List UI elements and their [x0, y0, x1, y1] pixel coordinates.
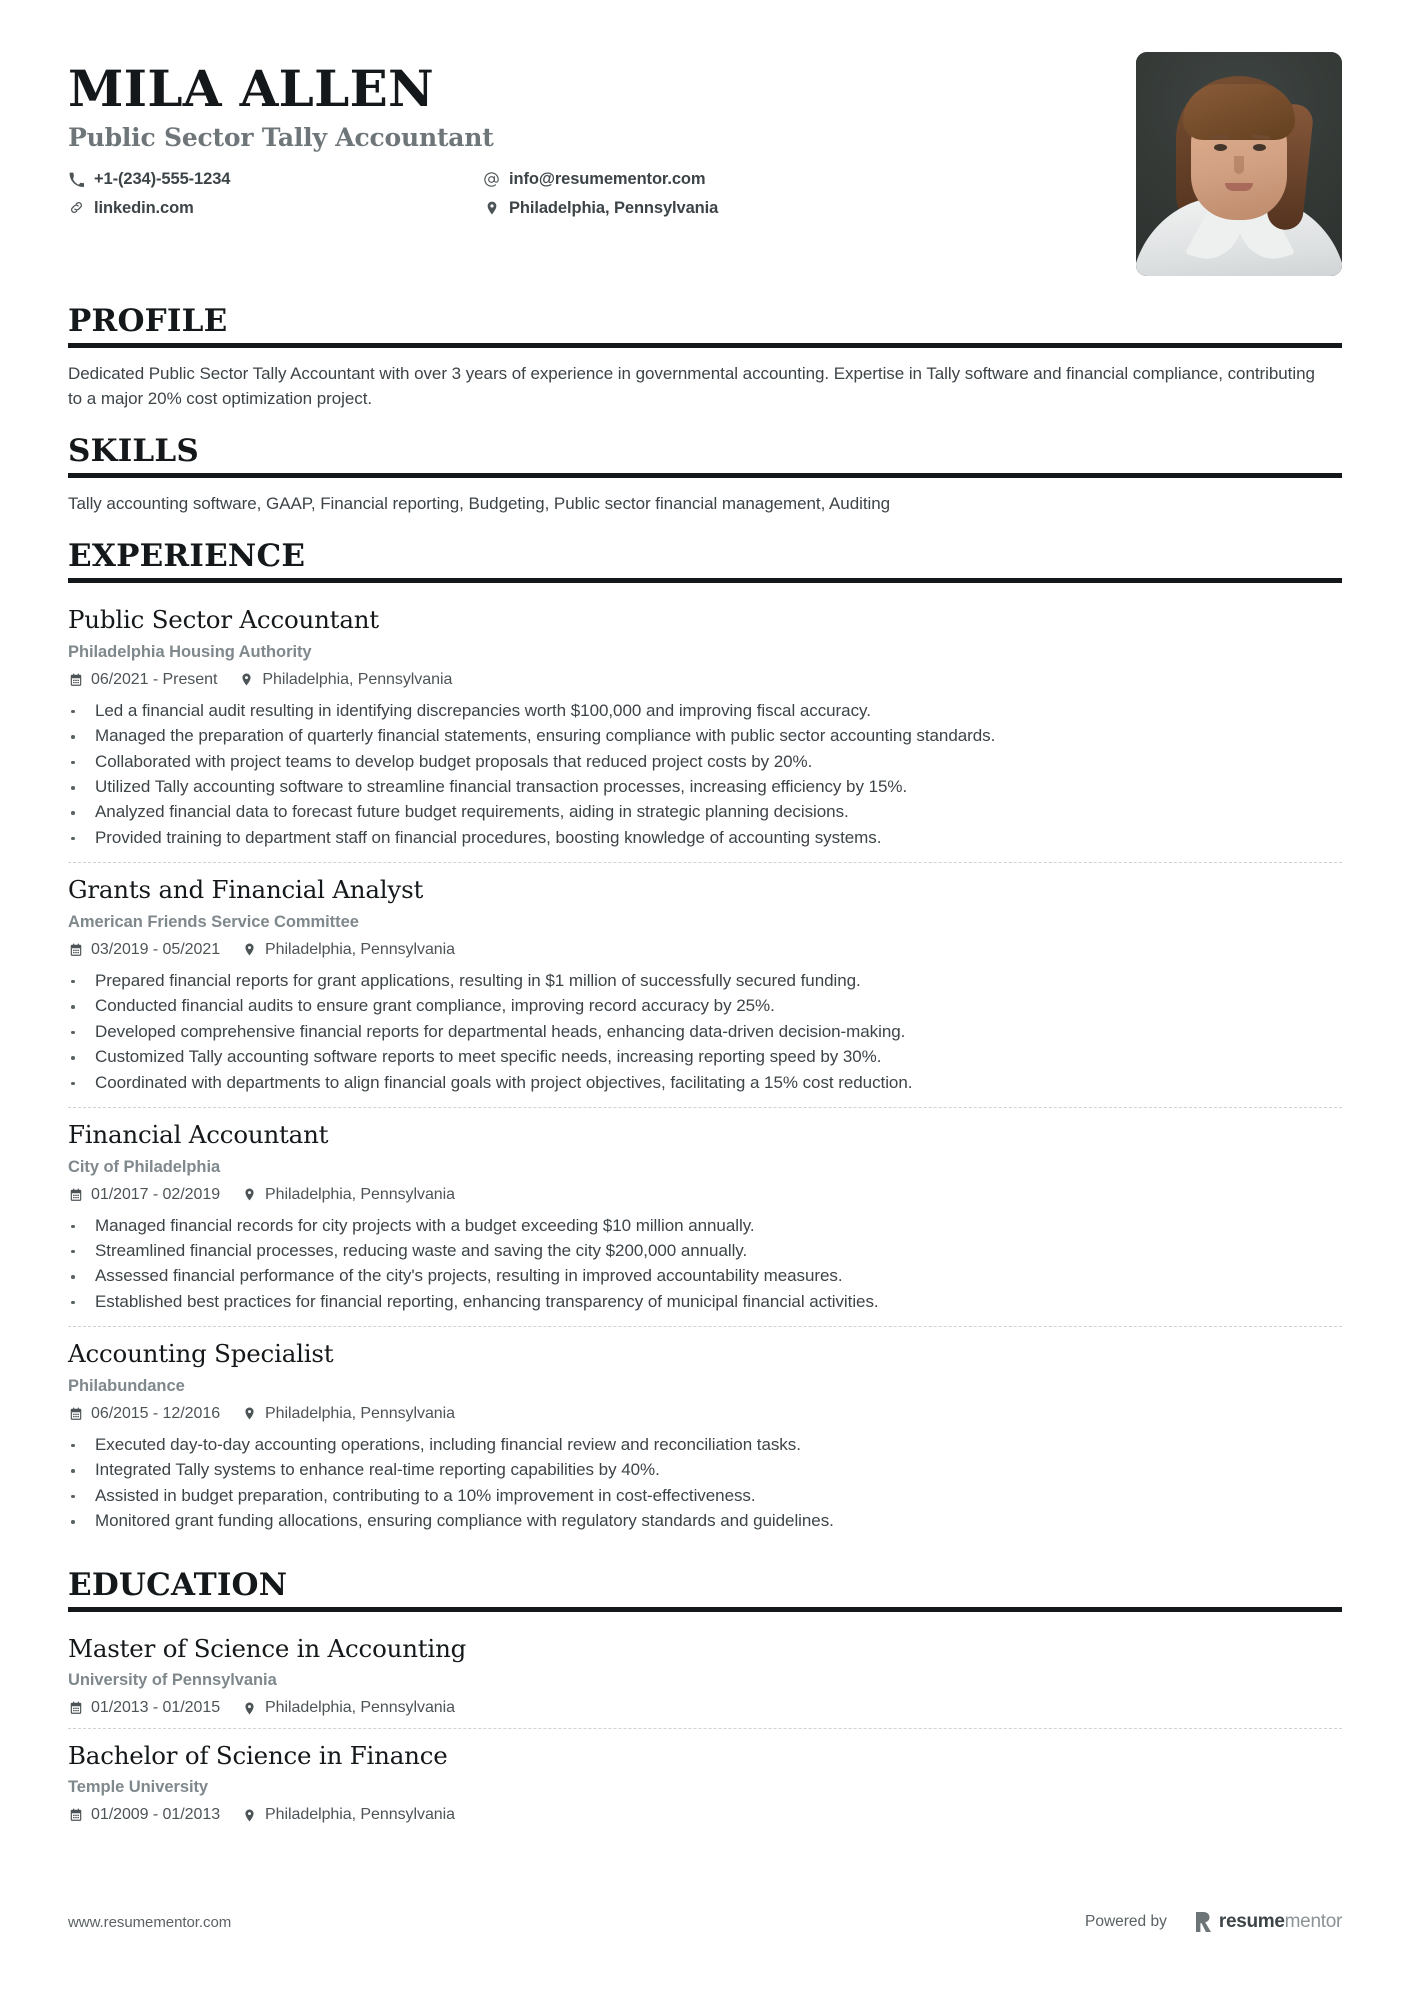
calendar-icon	[68, 1406, 83, 1421]
job-subtitle: Public Sector Tally Accountant	[68, 123, 494, 152]
entry-location-text: Philadelphia, Pennsylvania	[262, 670, 453, 688]
list-item: Monitored grant funding allocations, ensuring compliance with regulatory standards and guidelines.	[68, 1509, 1342, 1533]
page-footer	[68, 1911, 1342, 1933]
entry-dates-text: 01/2013 - 01/2015	[91, 1699, 221, 1717]
list-item: Assessed financial performance of the city's projects, resulting in improved accountability measures.	[68, 1264, 1342, 1288]
brand-light-text: mentor	[1284, 1911, 1342, 1932]
section-skills-title: SKILLS	[68, 433, 200, 470]
footer-brand-block	[1085, 1911, 1342, 1933]
list-item: Integrated Tally systems to enhance real-time reporting capabilities by 40%.	[68, 1458, 1342, 1482]
list-item: Utilized Tally accounting software to streamline financial transaction processes, increasing efficiency by 15%.	[68, 775, 1342, 799]
portrait-image	[1136, 52, 1342, 276]
skills-text: Tally accounting software, GAAP, Financial reporting, Budgeting, Public sector financial management, Auditing	[68, 494, 891, 514]
map-pin-icon	[242, 1701, 257, 1716]
education-entry-list	[68, 1612, 1342, 1836]
list-item: Prepared financial reports for grant applications, resulting in $1 million of successfully secured funding.	[68, 969, 1342, 993]
contact-phone[interactable]	[68, 167, 483, 192]
entry-location	[242, 1186, 455, 1204]
resumementor-mark-icon	[1195, 1911, 1212, 1933]
entry-location	[239, 671, 452, 689]
footer-website-url[interactable]: www.resumementor.com	[68, 1913, 232, 1931]
experience-entry-meta	[68, 671, 1342, 689]
education-entry	[68, 1626, 1342, 1728]
map-pin-icon	[242, 1406, 257, 1421]
education-entry-organization: University of Pennsylvania	[68, 1671, 277, 1690]
contact-linkedin[interactable]	[68, 196, 483, 221]
map-pin-icon	[242, 1808, 257, 1823]
brand-bold-text: resume	[1218, 1911, 1285, 1932]
section-skills-body	[68, 478, 1342, 517]
map-pin-icon	[242, 1187, 257, 1202]
entry-dates-text: 03/2019 - 05/2021	[91, 940, 221, 958]
entry-location-text: Philadelphia, Pennsylvania	[265, 1699, 455, 1717]
section-experience-title: EXPERIENCE	[68, 538, 306, 575]
list-item: Led a financial audit resulting in identifying discrepancies worth $100,000 and improving fiscal accuracy.	[68, 699, 1342, 723]
calendar-icon	[68, 1187, 83, 1202]
section-education-title: EDUCATION	[68, 1566, 288, 1603]
entry-location-text: Philadelphia, Pennsylvania	[265, 1404, 455, 1422]
resumementor-wordmark	[1219, 1911, 1342, 1933]
entry-dates	[68, 1186, 220, 1204]
map-pin-icon	[483, 199, 500, 216]
experience-entry-organization: Philadelphia Housing Authority	[68, 642, 312, 661]
list-item: Managed financial records for city projects with a budget exceeding $10 million annually.	[68, 1214, 1342, 1238]
calendar-icon	[68, 672, 83, 687]
section-education	[68, 1568, 1342, 1836]
experience-entry-meta	[68, 1186, 1342, 1204]
experience-entry-organization: City of Philadelphia	[68, 1157, 221, 1176]
experience-entry-title: Accounting Specialist	[68, 1339, 334, 1369]
page-title: MILA ALLEN	[68, 59, 435, 118]
list-item: Executed day-to-day accounting operations, including financial review and reconciliation tasks.	[68, 1433, 1342, 1457]
education-entry-title: Bachelor of Science in Finance	[68, 1741, 448, 1771]
experience-entry-list	[68, 583, 1342, 1545]
experience-entry	[68, 862, 1342, 1107]
education-entry-title: Master of Science in Accounting	[68, 1633, 467, 1663]
section-profile-title: PROFILE	[68, 303, 228, 339]
section-skills	[68, 434, 1342, 517]
education-entry-meta	[68, 1699, 1342, 1717]
map-pin-icon	[242, 942, 257, 957]
entry-location	[242, 1699, 455, 1717]
list-item: Provided training to department staff on financial procedures, boosting knowledge of accounting systems.	[68, 826, 1342, 850]
calendar-icon	[68, 942, 83, 957]
contact-location	[483, 196, 718, 221]
contact-grid	[68, 167, 1136, 221]
powered-by-label: Powered by	[1085, 1913, 1167, 1930]
header-identity-block	[68, 52, 1136, 220]
list-item: Established best practices for financial reporting, enhancing transparency of municipal financial activities.	[68, 1290, 1342, 1314]
entry-location	[242, 941, 455, 959]
experience-entry	[68, 1326, 1342, 1545]
experience-entry-title: Public Sector Accountant	[68, 605, 379, 635]
contact-column-left	[68, 167, 483, 221]
at-icon	[483, 171, 500, 188]
entry-location	[242, 1806, 455, 1824]
contact-linkedin-text: linkedin.com	[94, 198, 194, 217]
entry-dates	[68, 1405, 220, 1423]
entry-location-text: Philadelphia, Pennsylvania	[265, 940, 455, 958]
list-item: Customized Tally accounting software reports to meet specific needs, increasing reporting speed by 30%.	[68, 1045, 1342, 1069]
profile-text: Dedicated Public Sector Tally Accountant with over 3 years of experience in governmental accounting. Expertise in Tally software and financial compliance, contributing to a major 20% cost optimization project.	[68, 364, 1315, 409]
list-item: Managed the preparation of quarterly financial statements, ensuring compliance with public sector accounting standards.	[68, 724, 1342, 748]
list-item: Collaborated with project teams to develop budget proposals that reduced project costs by 20%.	[68, 750, 1342, 774]
list-item: Analyzed financial data to forecast future budget requirements, aiding in strategic planning decisions.	[68, 800, 1342, 824]
experience-entry-organization: Philabundance	[68, 1376, 185, 1395]
calendar-icon	[68, 1808, 83, 1823]
phone-icon	[68, 171, 85, 188]
education-entry-meta	[68, 1806, 1342, 1824]
entry-dates	[68, 671, 217, 689]
list-item: Conducted financial audits to ensure grant compliance, improving record accuracy by 25%.	[68, 994, 1342, 1018]
section-experience	[68, 539, 1342, 1546]
list-item: Developed comprehensive financial reports for departmental heads, enhancing data-driven decision-making.	[68, 1020, 1342, 1044]
experience-entry	[68, 597, 1342, 862]
entry-location-text: Philadelphia, Pennsylvania	[265, 1185, 455, 1203]
resume-header	[68, 52, 1342, 284]
section-profile	[68, 304, 1342, 412]
section-profile-body	[68, 348, 1342, 412]
entry-dates-text: 01/2017 - 02/2019	[91, 1185, 221, 1203]
list-item: Streamlined financial processes, reducing waste and saving the city $200,000 annually.	[68, 1239, 1342, 1263]
contact-phone-text: +1-(234)-555-1234	[94, 169, 231, 188]
entry-dates-text: 06/2015 - 12/2016	[91, 1404, 221, 1422]
contact-email-text: info@resumementor.com	[509, 169, 706, 188]
entry-dates	[68, 1699, 220, 1717]
entry-dates	[68, 1806, 220, 1824]
calendar-icon	[68, 1701, 83, 1716]
education-entry	[68, 1728, 1342, 1835]
entry-bullet-list	[68, 699, 1342, 851]
entry-location-text: Philadelphia, Pennsylvania	[265, 1806, 455, 1824]
contact-email[interactable]	[483, 167, 718, 192]
entry-bullet-list	[68, 969, 1342, 1095]
entry-dates-text: 06/2021 - Present	[91, 670, 218, 688]
list-item: Assisted in budget preparation, contributing to a 10% improvement in cost-effectiveness.	[68, 1484, 1342, 1508]
list-item: Coordinated with departments to align financial goals with project objectives, facilitating a 15% cost reduction.	[68, 1071, 1342, 1095]
entry-dates-text: 01/2009 - 01/2013	[91, 1806, 221, 1824]
resumementor-logo[interactable]	[1195, 1911, 1342, 1933]
entry-location	[242, 1405, 455, 1423]
experience-entry-title: Financial Accountant	[68, 1120, 329, 1150]
experience-entry	[68, 1107, 1342, 1326]
experience-entry-title: Grants and Financial Analyst	[68, 875, 424, 905]
contact-column-right	[483, 167, 718, 221]
experience-entry-meta	[68, 941, 1342, 959]
entry-dates	[68, 941, 220, 959]
experience-entry-organization: American Friends Service Committee	[68, 912, 359, 931]
link-icon	[68, 199, 85, 216]
map-pin-icon	[239, 672, 254, 687]
contact-location-text: Philadelphia, Pennsylvania	[509, 198, 719, 217]
entry-bullet-list	[68, 1214, 1342, 1315]
education-entry-organization: Temple University	[68, 1778, 209, 1797]
avatar	[1136, 52, 1342, 276]
experience-entry-meta	[68, 1405, 1342, 1423]
entry-bullet-list	[68, 1433, 1342, 1534]
